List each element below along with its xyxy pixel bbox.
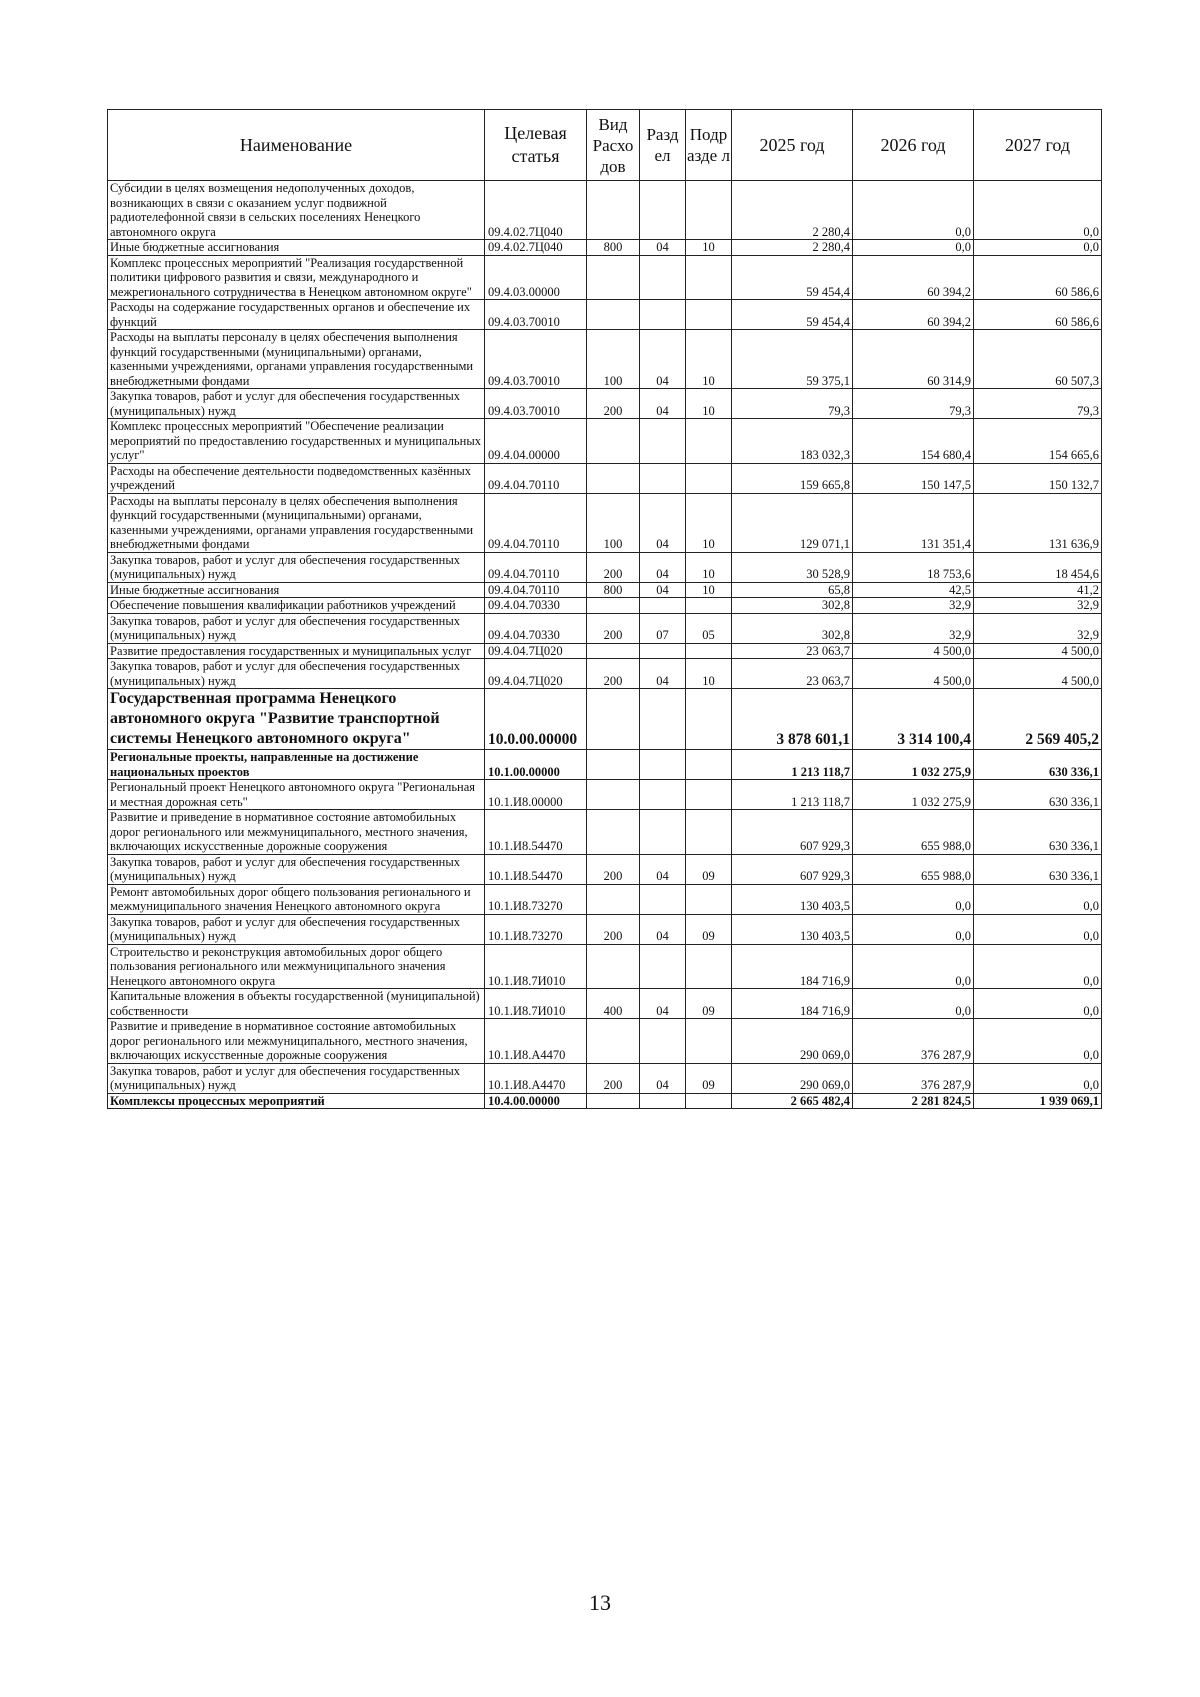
budget-table — [107, 109, 1102, 1109]
row-value-2026: 79,3 — [853, 389, 974, 419]
row-value-2025: 184 716,9 — [732, 944, 853, 989]
row-name: Расходы на выплаты персоналу в целях обеспечения выполнения функций государственными (муниципальными) органами, казенными учреждениями, органами управления государственными внебюджетными фондами — [108, 330, 485, 389]
row-name: Обеспечение повышения квалификации работников учреждений — [108, 598, 485, 614]
row-section — [640, 810, 686, 855]
table-row — [108, 181, 1102, 240]
row-expense-type: 200 — [587, 659, 640, 689]
row-expense-type: 800 — [587, 240, 640, 256]
row-value-2026: 376 287,9 — [853, 1019, 974, 1064]
row-name: Расходы на содержание государственных органов и обеспечение их функций — [108, 300, 485, 330]
row-subsection — [686, 944, 732, 989]
row-section — [640, 300, 686, 330]
row-section — [640, 944, 686, 989]
row-value-2026: 0,0 — [853, 884, 974, 914]
row-section — [640, 884, 686, 914]
row-section — [640, 780, 686, 810]
header-section: Разд ел — [640, 110, 686, 181]
row-expense-type: 800 — [587, 582, 640, 598]
row-value-2027: 0,0 — [974, 240, 1102, 256]
row-value-2026: 4 500,0 — [853, 659, 974, 689]
row-section — [640, 419, 686, 464]
row-value-2027: 79,3 — [974, 389, 1102, 419]
row-subsection — [686, 419, 732, 464]
table-row — [108, 689, 1102, 750]
row-value-2025: 290 069,0 — [732, 1019, 853, 1064]
row-section — [640, 689, 686, 750]
row-subsection: 10 — [686, 389, 732, 419]
row-value-2026: 655 988,0 — [853, 810, 974, 855]
row-value-2027: 32,9 — [974, 598, 1102, 614]
row-section: 04 — [640, 389, 686, 419]
row-subsection — [686, 689, 732, 750]
row-section: 04 — [640, 989, 686, 1019]
row-subsection — [686, 463, 732, 493]
row-target-code: 09.4.04.00000 — [485, 419, 587, 464]
table-row — [108, 389, 1102, 419]
row-value-2026: 0,0 — [853, 914, 974, 944]
row-expense-type — [587, 944, 640, 989]
row-value-2027: 0,0 — [974, 1019, 1102, 1064]
row-value-2026: 60 394,2 — [853, 255, 974, 300]
row-value-2027: 154 665,6 — [974, 419, 1102, 464]
row-value-2026: 4 500,0 — [853, 643, 974, 659]
row-value-2025: 130 403,5 — [732, 884, 853, 914]
row-subsection — [686, 643, 732, 659]
header-subsection: Подр азде л — [686, 110, 732, 181]
table-row — [108, 810, 1102, 855]
row-section: 04 — [640, 854, 686, 884]
row-value-2027: 1 939 069,1 — [974, 1093, 1102, 1109]
table-row — [108, 944, 1102, 989]
row-value-2027: 2 569 405,2 — [974, 689, 1102, 750]
row-target-code: 10.1.И8.73270 — [485, 884, 587, 914]
row-value-2025: 65,8 — [732, 582, 853, 598]
row-section: 04 — [640, 240, 686, 256]
page-number: 13 — [589, 1590, 611, 1615]
row-value-2027: 0,0 — [974, 944, 1102, 989]
table-row — [108, 643, 1102, 659]
row-target-code: 09.4.04.70110 — [485, 552, 587, 582]
row-expense-type: 200 — [587, 1063, 640, 1093]
row-section — [640, 1019, 686, 1064]
row-section — [640, 463, 686, 493]
row-value-2027: 0,0 — [974, 884, 1102, 914]
row-section — [640, 255, 686, 300]
row-target-code: 10.1.И8.73270 — [485, 914, 587, 944]
row-value-2027: 0,0 — [974, 989, 1102, 1019]
row-subsection: 10 — [686, 493, 732, 552]
row-target-code: 09.4.04.7Ц020 — [485, 659, 587, 689]
row-name: Расходы на обеспечение деятельности подведомственных казённых учреждений — [108, 463, 485, 493]
row-name: Развитие предоставления государственных и муниципальных услуг — [108, 643, 485, 659]
row-target-code: 09.4.03.70010 — [485, 330, 587, 389]
row-value-2025: 59 454,4 — [732, 300, 853, 330]
row-target-code: 09.4.04.7Ц020 — [485, 643, 587, 659]
row-subsection: 10 — [686, 330, 732, 389]
header-2027: 2027 год — [974, 110, 1102, 181]
row-expense-type: 200 — [587, 914, 640, 944]
row-value-2025: 1 213 118,7 — [732, 780, 853, 810]
row-expense-type — [587, 780, 640, 810]
row-target-code: 09.4.04.70330 — [485, 598, 587, 614]
row-value-2027: 41,2 — [974, 582, 1102, 598]
row-target-code: 10.1.И8.54470 — [485, 810, 587, 855]
row-expense-type: 200 — [587, 389, 640, 419]
row-value-2025: 183 032,3 — [732, 419, 853, 464]
row-section — [640, 1093, 686, 1109]
row-value-2026: 60 394,2 — [853, 300, 974, 330]
table-row — [108, 884, 1102, 914]
row-value-2026: 1 032 275,9 — [853, 780, 974, 810]
row-subsection: 09 — [686, 914, 732, 944]
header-2026: 2026 год — [853, 110, 974, 181]
row-value-2027: 630 336,1 — [974, 780, 1102, 810]
row-subsection: 10 — [686, 552, 732, 582]
row-subsection: 10 — [686, 582, 732, 598]
table-row — [108, 780, 1102, 810]
table-row — [108, 613, 1102, 643]
table-row — [108, 240, 1102, 256]
row-subsection — [686, 1093, 732, 1109]
row-value-2027: 4 500,0 — [974, 659, 1102, 689]
row-target-code: 09.4.04.70110 — [485, 582, 587, 598]
row-subsection — [686, 181, 732, 240]
row-expense-type — [587, 1093, 640, 1109]
row-value-2026: 18 753,6 — [853, 552, 974, 582]
row-name: Капитальные вложения в объекты государственной (муниципальной) собственности — [108, 989, 485, 1019]
row-name: Закупка товаров, работ и услуг для обеспечения государственных (муниципальных) нужд — [108, 914, 485, 944]
row-expense-type — [587, 463, 640, 493]
row-target-code: 09.4.03.70010 — [485, 389, 587, 419]
row-value-2025: 2 280,4 — [732, 240, 853, 256]
row-expense-type — [587, 598, 640, 614]
row-value-2027: 630 336,1 — [974, 750, 1102, 780]
row-value-2025: 59 454,4 — [732, 255, 853, 300]
row-value-2026: 32,9 — [853, 598, 974, 614]
row-value-2025: 2 665 482,4 — [732, 1093, 853, 1109]
row-expense-type: 100 — [587, 493, 640, 552]
row-value-2025: 23 063,7 — [732, 643, 853, 659]
row-name: Комплекс процессных мероприятий "Обеспечение реализации мероприятий по предоставлению государственных и муниципальных услуг" — [108, 419, 485, 464]
row-subsection: 09 — [686, 1063, 732, 1093]
row-subsection — [686, 780, 732, 810]
header-expense-type: Вид Расхо дов — [587, 110, 640, 181]
row-subsection — [686, 810, 732, 855]
row-value-2026: 0,0 — [853, 944, 974, 989]
row-expense-type: 200 — [587, 552, 640, 582]
row-name: Государственная программа Ненецкого автономного округа "Развитие транспортной системы Ненецкого автономного округа" — [108, 689, 485, 750]
row-value-2025: 1 213 118,7 — [732, 750, 853, 780]
row-expense-type — [587, 255, 640, 300]
row-value-2026: 0,0 — [853, 240, 974, 256]
row-name: Развитие и приведение в нормативное состояние автомобильных дорог регионального или межмуниципального, местного значения, включающих искусственные дорожные сооружения — [108, 810, 485, 855]
row-subsection: 05 — [686, 613, 732, 643]
row-value-2025: 607 929,3 — [732, 810, 853, 855]
row-value-2027: 0,0 — [974, 181, 1102, 240]
row-value-2026: 0,0 — [853, 181, 974, 240]
row-expense-type: 200 — [587, 854, 640, 884]
row-subsection — [686, 750, 732, 780]
row-value-2025: 59 375,1 — [732, 330, 853, 389]
row-name: Комплекс процессных мероприятий "Реализация государственной политики цифрового развития и связи, международного и межрегионального сотрудничества в Ненецком автономном округе" — [108, 255, 485, 300]
row-value-2025: 129 071,1 — [732, 493, 853, 552]
row-expense-type — [587, 884, 640, 914]
row-value-2025: 184 716,9 — [732, 989, 853, 1019]
row-expense-type — [587, 419, 640, 464]
row-value-2027: 150 132,7 — [974, 463, 1102, 493]
header-row — [108, 110, 1102, 181]
table-row — [108, 598, 1102, 614]
row-target-code: 10.1.И8.54470 — [485, 854, 587, 884]
row-value-2027: 32,9 — [974, 613, 1102, 643]
header-target: Целевая статья — [485, 110, 587, 181]
row-section: 04 — [640, 493, 686, 552]
row-target-code: 09.4.03.70010 — [485, 300, 587, 330]
table-row — [108, 463, 1102, 493]
row-value-2026: 376 287,9 — [853, 1063, 974, 1093]
row-name: Расходы на выплаты персоналу в целях обеспечения выполнения функций государственными (муниципальными) органами, казенными учреждениями, органами управления государственными внебюджетными фондами — [108, 493, 485, 552]
row-section: 04 — [640, 552, 686, 582]
row-target-code: 10.1.И8.А4470 — [485, 1019, 587, 1064]
row-value-2025: 302,8 — [732, 598, 853, 614]
row-target-code: 09.4.02.7Ц040 — [485, 181, 587, 240]
row-name: Комплексы процессных мероприятий — [108, 1093, 485, 1109]
table-row — [108, 989, 1102, 1019]
row-name: Закупка товаров, работ и услуг для обеспечения государственных (муниципальных) нужд — [108, 389, 485, 419]
row-section: 04 — [640, 1063, 686, 1093]
row-section — [640, 750, 686, 780]
row-target-code: 10.1.И8.А4470 — [485, 1063, 587, 1093]
row-subsection — [686, 884, 732, 914]
row-subsection: 10 — [686, 240, 732, 256]
row-target-code: 09.4.04.70330 — [485, 613, 587, 643]
row-value-2026: 42,5 — [853, 582, 974, 598]
row-name: Закупка товаров, работ и услуг для обеспечения государственных (муниципальных) нужд — [108, 1063, 485, 1093]
row-target-code: 10.1.И8.7И010 — [485, 944, 587, 989]
row-target-code: 10.1.И8.00000 — [485, 780, 587, 810]
row-target-code: 09.4.04.70110 — [485, 493, 587, 552]
row-target-code: 10.1.И8.7И010 — [485, 989, 587, 1019]
row-value-2027: 60 507,3 — [974, 330, 1102, 389]
row-subsection — [686, 1019, 732, 1064]
table-row — [108, 493, 1102, 552]
row-expense-type: 200 — [587, 613, 640, 643]
table-row — [108, 1093, 1102, 1109]
row-value-2027: 60 586,6 — [974, 255, 1102, 300]
row-expense-type — [587, 643, 640, 659]
row-expense-type — [587, 300, 640, 330]
row-name: Закупка товаров, работ и услуг для обеспечения государственных (муниципальных) нужд — [108, 854, 485, 884]
row-section — [640, 181, 686, 240]
row-name: Региональный проект Ненецкого автономного округа "Региональная и местная дорожная сеть" — [108, 780, 485, 810]
row-value-2026: 655 988,0 — [853, 854, 974, 884]
table-row — [108, 330, 1102, 389]
row-value-2026: 60 314,9 — [853, 330, 974, 389]
row-value-2027: 18 454,6 — [974, 552, 1102, 582]
row-value-2025: 130 403,5 — [732, 914, 853, 944]
row-target-code: 10.1.00.00000 — [485, 750, 587, 780]
table-row — [108, 914, 1102, 944]
table-row — [108, 659, 1102, 689]
row-section: 04 — [640, 914, 686, 944]
row-target-code: 10.4.00.00000 — [485, 1093, 587, 1109]
row-value-2026: 1 032 275,9 — [853, 750, 974, 780]
row-section — [640, 643, 686, 659]
row-name: Строительство и реконструкция автомобильных дорог общего пользования регионального или межмуниципального значения Ненецкого автономного округа — [108, 944, 485, 989]
row-target-code: 10.0.00.00000 — [485, 689, 587, 750]
table-row — [108, 582, 1102, 598]
table-row — [108, 750, 1102, 780]
table-row — [108, 1019, 1102, 1064]
row-value-2025: 2 280,4 — [732, 181, 853, 240]
row-value-2027: 0,0 — [974, 914, 1102, 944]
table-row — [108, 419, 1102, 464]
row-expense-type: 100 — [587, 330, 640, 389]
row-subsection: 09 — [686, 989, 732, 1019]
row-value-2026: 150 147,5 — [853, 463, 974, 493]
table-row — [108, 300, 1102, 330]
row-value-2025: 79,3 — [732, 389, 853, 419]
row-expense-type — [587, 1019, 640, 1064]
row-section — [640, 598, 686, 614]
row-target-code: 09.4.04.70110 — [485, 463, 587, 493]
table-row — [108, 1063, 1102, 1093]
row-value-2025: 23 063,7 — [732, 659, 853, 689]
row-subsection — [686, 255, 732, 300]
row-value-2026: 0,0 — [853, 989, 974, 1019]
row-value-2027: 630 336,1 — [974, 810, 1102, 855]
row-section: 04 — [640, 330, 686, 389]
row-name: Субсидии в целях возмещения недополученных доходов, возникающих в связи с оказанием услуг подвижной радиотелефонной связи в сельских поселениях Ненецкого автономного округа — [108, 181, 485, 240]
row-target-code: 09.4.02.7Ц040 — [485, 240, 587, 256]
row-target-code: 09.4.03.00000 — [485, 255, 587, 300]
row-subsection — [686, 300, 732, 330]
row-value-2027: 0,0 — [974, 1063, 1102, 1093]
row-value-2025: 159 665,8 — [732, 463, 853, 493]
row-name: Иные бюджетные ассигнования — [108, 582, 485, 598]
row-value-2026: 2 281 824,5 — [853, 1093, 974, 1109]
row-subsection — [686, 598, 732, 614]
row-name: Закупка товаров, работ и услуг для обеспечения государственных (муниципальных) нужд — [108, 552, 485, 582]
row-expense-type — [587, 810, 640, 855]
header-2025: 2025 год — [732, 110, 853, 181]
row-value-2025: 30 528,9 — [732, 552, 853, 582]
row-section: 04 — [640, 582, 686, 598]
row-section: 04 — [640, 659, 686, 689]
table-row — [108, 552, 1102, 582]
row-value-2026: 131 351,4 — [853, 493, 974, 552]
row-name: Развитие и приведение в нормативное состояние автомобильных дорог регионального или межмуниципального, местного значения, включающих искусственные дорожные сооружения — [108, 1019, 485, 1064]
row-section: 07 — [640, 613, 686, 643]
row-value-2027: 60 586,6 — [974, 300, 1102, 330]
table-row — [108, 854, 1102, 884]
row-name: Закупка товаров, работ и услуг для обеспечения государственных (муниципальных) нужд — [108, 659, 485, 689]
row-expense-type — [587, 181, 640, 240]
row-value-2027: 131 636,9 — [974, 493, 1102, 552]
row-value-2025: 302,8 — [732, 613, 853, 643]
row-expense-type — [587, 750, 640, 780]
row-value-2026: 32,9 — [853, 613, 974, 643]
row-name: Закупка товаров, работ и услуг для обеспечения государственных (муниципальных) нужд — [108, 613, 485, 643]
row-name: Ремонт автомобильных дорог общего пользования регионального и межмуниципального значения Ненецкого автономного округа — [108, 884, 485, 914]
row-expense-type — [587, 689, 640, 750]
row-value-2026: 154 680,4 — [853, 419, 974, 464]
row-value-2026: 3 314 100,4 — [853, 689, 974, 750]
header-name: Наименование — [108, 110, 485, 181]
table-row — [108, 255, 1102, 300]
row-name: Региональные проекты, направленные на достижение национальных проектов — [108, 750, 485, 780]
row-value-2025: 290 069,0 — [732, 1063, 853, 1093]
row-value-2025: 607 929,3 — [732, 854, 853, 884]
row-expense-type: 400 — [587, 989, 640, 1019]
row-value-2027: 4 500,0 — [974, 643, 1102, 659]
row-subsection: 09 — [686, 854, 732, 884]
row-value-2025: 3 878 601,1 — [732, 689, 853, 750]
row-subsection: 10 — [686, 659, 732, 689]
row-name: Иные бюджетные ассигнования — [108, 240, 485, 256]
row-value-2027: 630 336,1 — [974, 854, 1102, 884]
